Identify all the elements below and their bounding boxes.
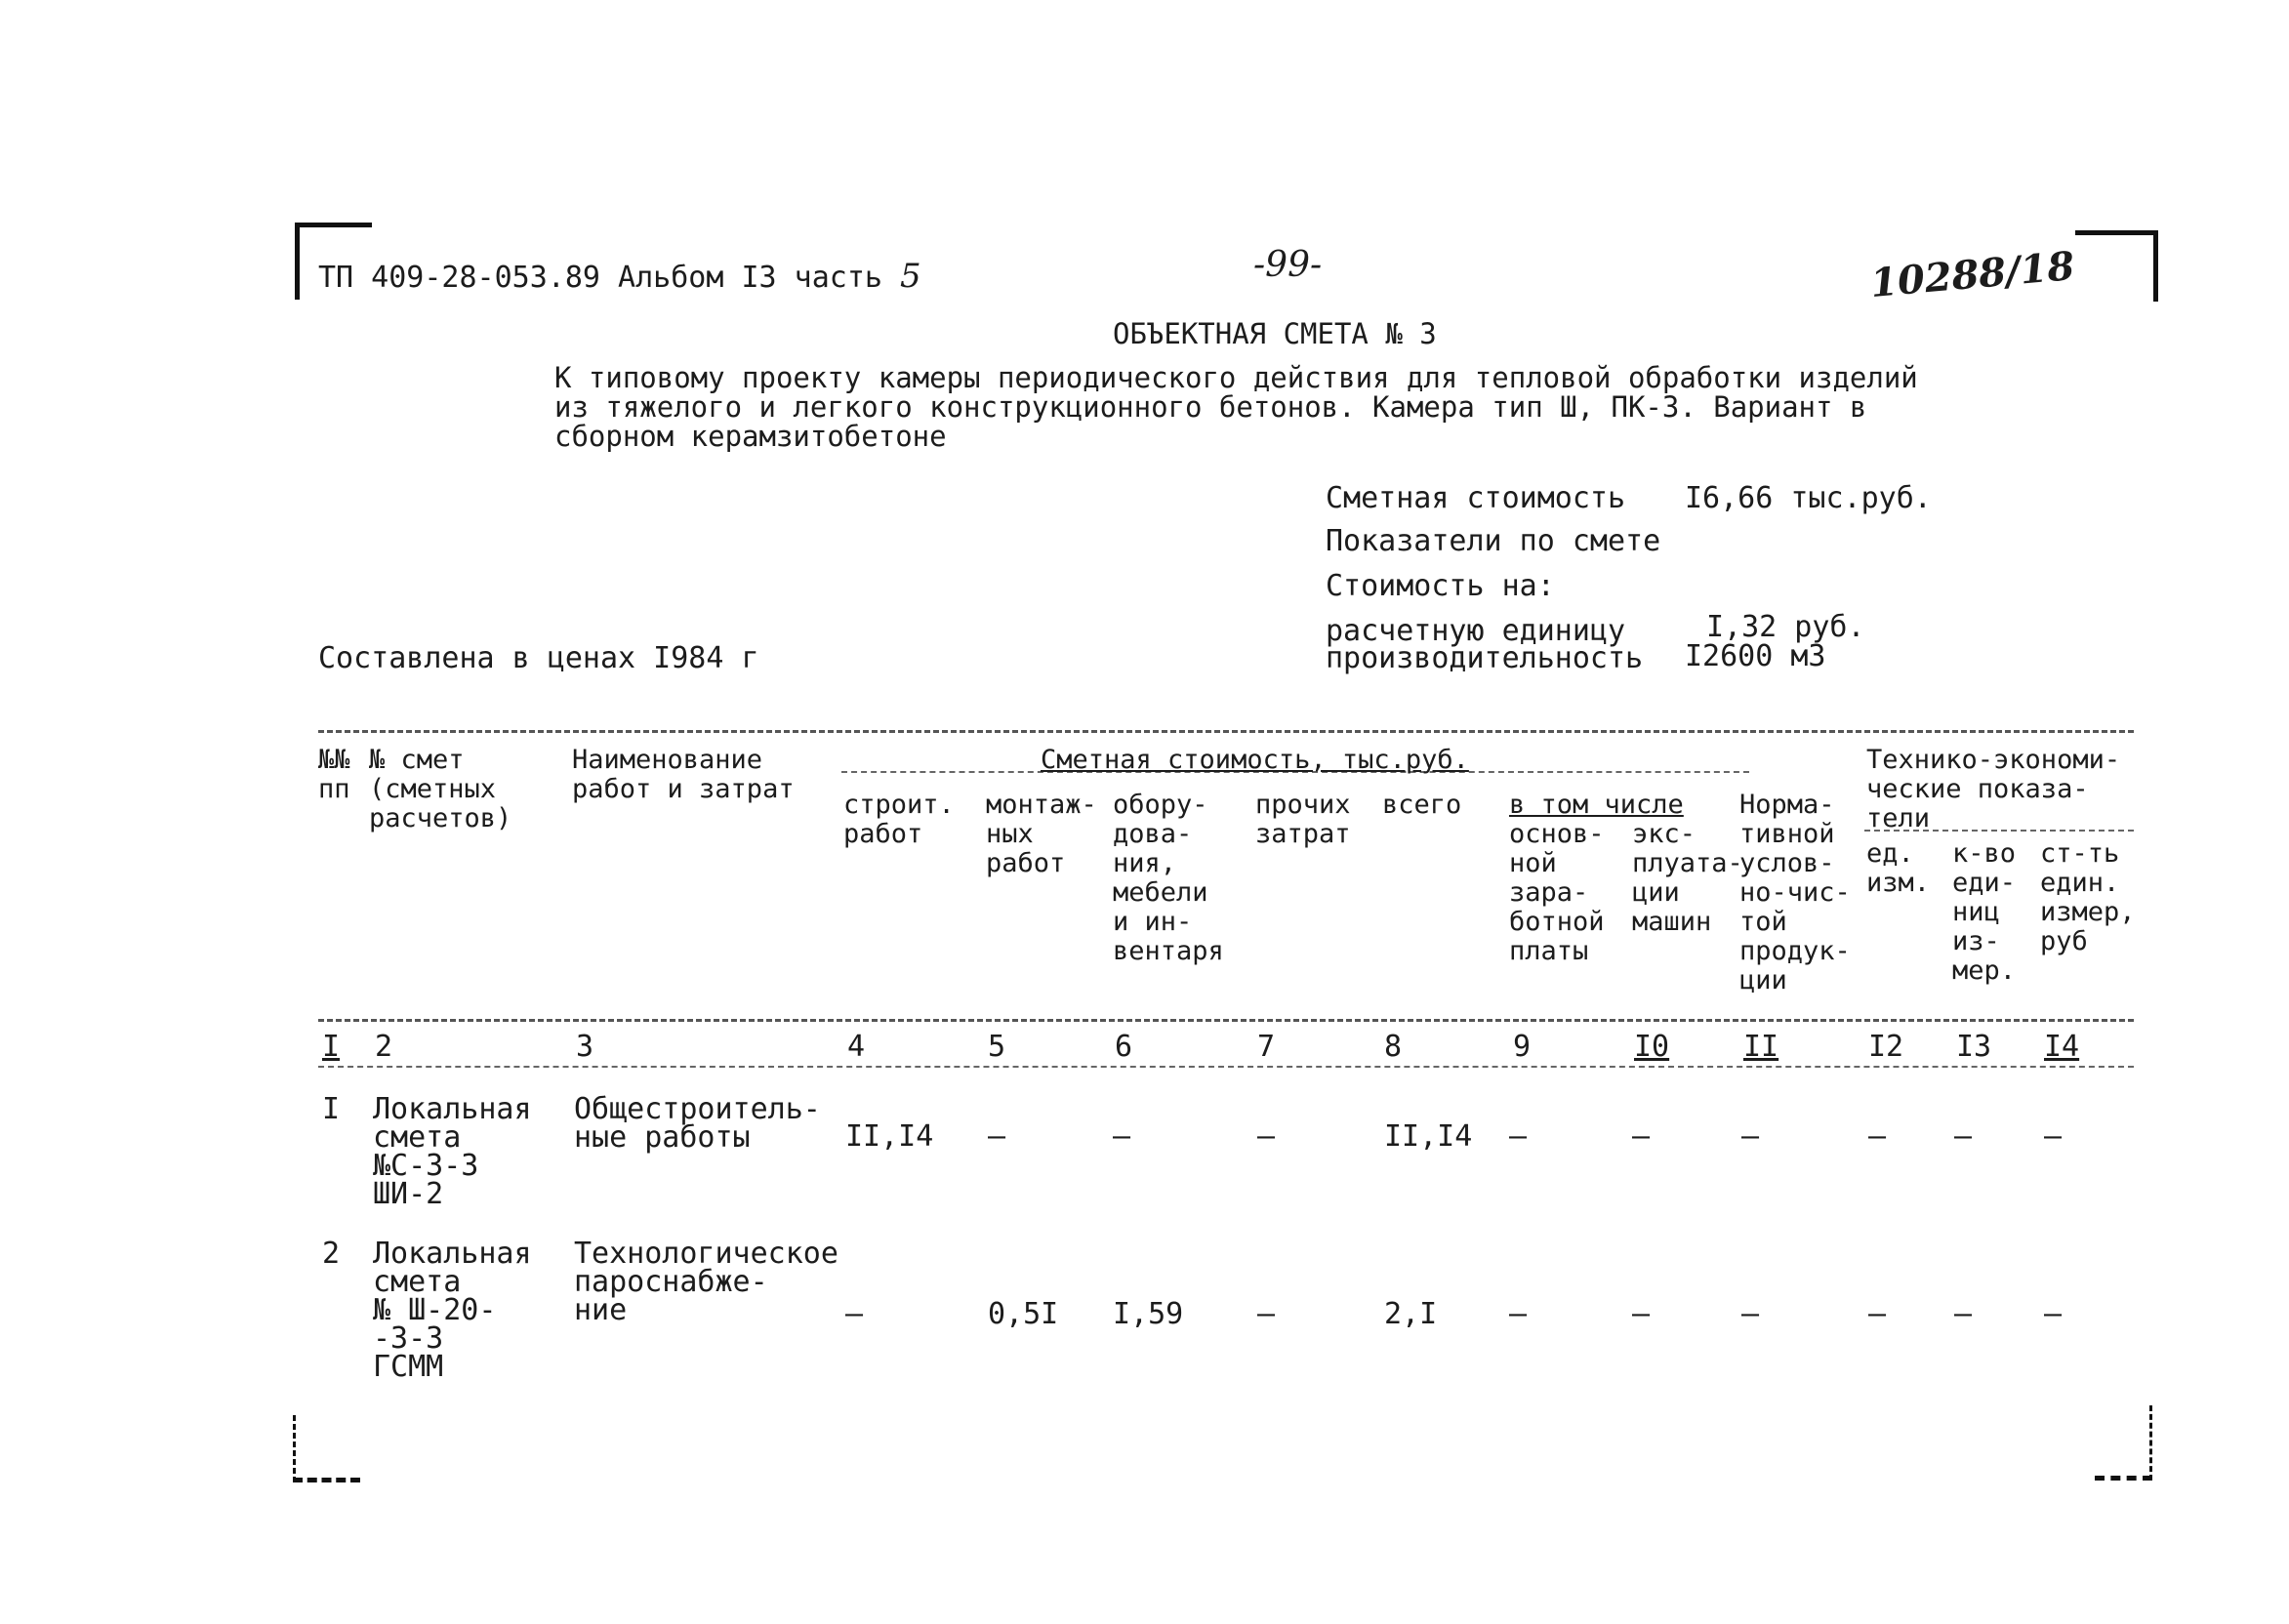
estimated-cost-value: I6,66 тыс.руб.	[1685, 481, 1932, 515]
machines-cost: –	[1632, 1119, 1651, 1154]
subtitle-line: сборном керамзитобетоне	[554, 420, 947, 453]
construction-cost: –	[845, 1297, 864, 1331]
unit-quantity: –	[1954, 1119, 1973, 1154]
header-installation: монтаж- ных работ	[986, 790, 1097, 878]
header-row-number: №№ пп	[318, 745, 350, 804]
capacity-value: I2600 м3	[1685, 639, 1826, 673]
unit-cost: –	[2044, 1119, 2063, 1154]
column-number: 4	[847, 1030, 866, 1064]
inventory-number: 10288/18	[1868, 242, 2077, 307]
estimate-reference: Локальная смета №С-3-3 ШИ-2	[373, 1092, 532, 1211]
installation-cost: 0,5I	[988, 1297, 1059, 1331]
normative-cost: –	[1741, 1297, 1760, 1331]
normative-cost: –	[1741, 1119, 1760, 1154]
unit-measure: –	[1868, 1119, 1887, 1154]
header-unit-cost: ст-ть един. измер, руб	[2040, 838, 2136, 956]
column-number: I	[322, 1030, 341, 1064]
frame-corner-bottom-right	[2095, 1405, 2152, 1481]
header-equipment: обору- дова- ния, мебели и ин- вентаря	[1113, 790, 1224, 966]
total-cost: II,I4	[1384, 1119, 1473, 1154]
construction-cost: II,I4	[845, 1119, 934, 1154]
equipment-cost: –	[1113, 1119, 1131, 1154]
work-name: Общестроитель- ные работы	[574, 1092, 821, 1155]
unit-cost-label: расчетную единицу	[1326, 614, 1626, 648]
header-estimate-number: № смет (сметных расчетов)	[369, 745, 512, 833]
header-normative: Норма- тивной услов- но-чис- той продук- ции	[1739, 790, 1851, 995]
column-numbers-rule	[318, 1066, 2134, 1068]
wages-cost: –	[1509, 1297, 1528, 1331]
subtitle-line: К типовому проекту камеры периодического действия для тепловой обработки изделий	[554, 361, 1918, 394]
header-other: прочих затрат	[1255, 790, 1351, 849]
work-name: Технологическое пароснабже- ние	[574, 1237, 838, 1327]
frame-corner-bottom-left	[293, 1415, 360, 1482]
table-top-rule	[318, 730, 2134, 733]
cost-per-label: Стоимость на:	[1326, 569, 1555, 603]
indicators-label: Показатели по смете	[1326, 524, 1661, 558]
prices-note: Составлена в ценах I984 г	[318, 641, 759, 675]
header-work-name: Наименование работ и затрат	[572, 745, 795, 804]
column-number: 9	[1513, 1030, 1532, 1064]
header-wages: основ- ной зара- ботной платы	[1509, 819, 1605, 966]
document-designation: ТП 409-28-053.89 Альбом I3 часть 5	[318, 257, 921, 296]
column-number: 8	[1384, 1030, 1403, 1064]
equipment-cost: I,59	[1113, 1297, 1184, 1331]
total-cost: 2,I	[1384, 1297, 1438, 1331]
unit-quantity: –	[1954, 1297, 1973, 1331]
column-number: I4	[2044, 1030, 2080, 1064]
header-total: всего	[1382, 790, 1462, 820]
column-number: 7	[1257, 1030, 1276, 1064]
page-number: -99-	[1253, 245, 1323, 285]
machines-cost: –	[1632, 1297, 1651, 1331]
header-tech-group: Технико-экономи- ческие показа- тели	[1866, 745, 2121, 833]
document-subtitle	[554, 363, 1918, 451]
column-number: 2	[375, 1030, 393, 1064]
column-number: II	[1743, 1030, 1779, 1064]
column-number: I2	[1868, 1030, 1904, 1064]
wages-cost: –	[1509, 1119, 1528, 1154]
subtitle-line: из тяжелого и легкого конструкционного бетонов. Камера тип Ш, ПК-3. Вариант в	[554, 390, 1867, 424]
column-number: I3	[1956, 1030, 1992, 1064]
header-machines: экс- плуата- ции машин	[1632, 819, 1743, 937]
installation-cost: –	[988, 1119, 1006, 1154]
document-title: ОБЪЕКТНАЯ СМЕТА № 3	[1113, 317, 1437, 350]
header-construction: строит. работ	[843, 790, 955, 849]
header-quantity: к-во еди- ниц из- мер.	[1952, 838, 2017, 986]
header-unit: ед. изм.	[1866, 838, 1931, 898]
column-number: 5	[988, 1030, 1006, 1064]
header-cost-group: Сметная стоимость, тыс.руб.	[1041, 745, 1469, 775]
row-number: 2	[322, 1237, 341, 1271]
unit-cost-value: I,32 руб.	[1706, 610, 1865, 644]
estimated-cost-label: Сметная стоимость	[1326, 481, 1626, 515]
other-cost: –	[1257, 1119, 1276, 1154]
capacity-label: производительность	[1326, 641, 1644, 675]
unit-measure: –	[1868, 1297, 1887, 1331]
column-number: I0	[1634, 1030, 1670, 1064]
other-cost: –	[1257, 1297, 1276, 1331]
column-number: 6	[1115, 1030, 1133, 1064]
estimate-reference: Локальная смета № Ш-20- -3-3 ГСММ	[373, 1237, 532, 1384]
header-bottom-rule	[318, 1019, 2134, 1022]
part-number: 5	[900, 257, 921, 296]
row-number: I	[322, 1092, 341, 1126]
column-number: 3	[576, 1030, 594, 1064]
frame-corner-top-right	[2075, 230, 2158, 302]
header-including-group: в том числе	[1509, 790, 1684, 820]
unit-cost: –	[2044, 1297, 2063, 1331]
